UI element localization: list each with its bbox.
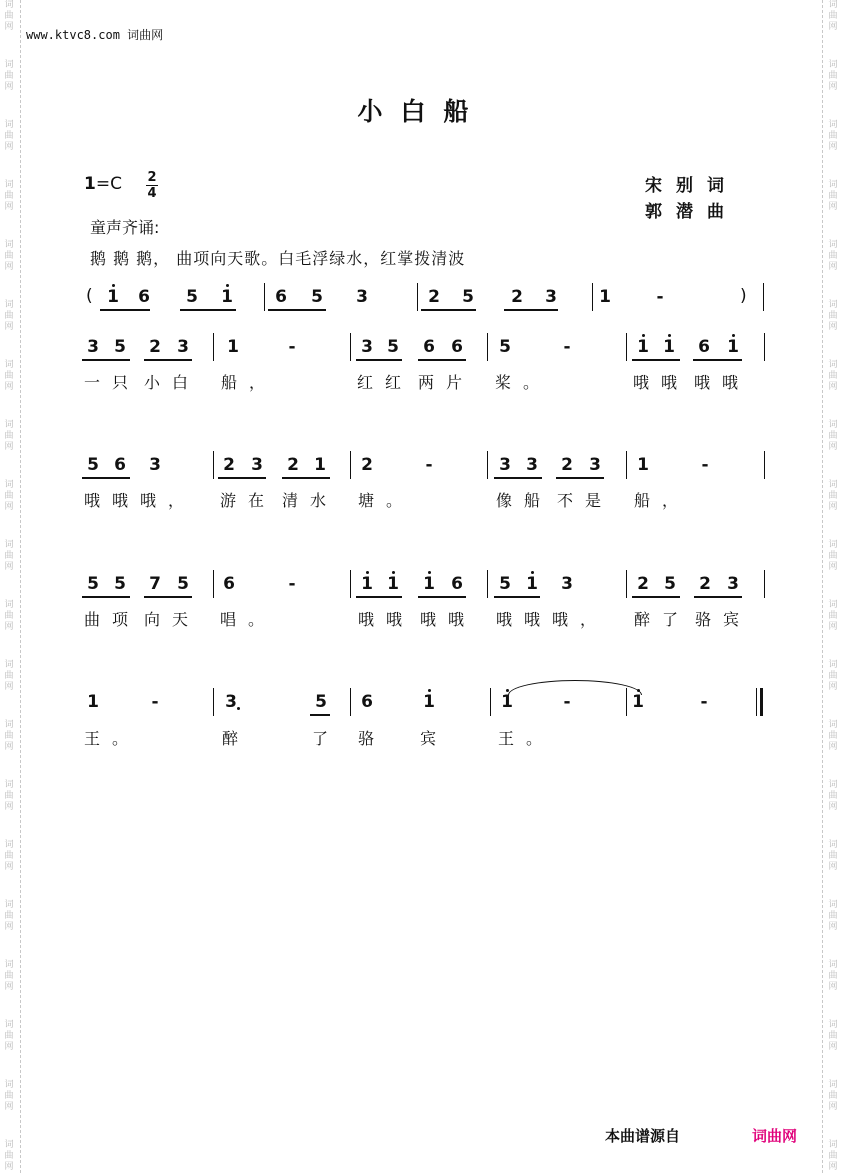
lyric: 两片: [418, 373, 475, 392]
watermark-glyphs: 词 曲 网: [828, 480, 838, 512]
paren: ): [740, 286, 747, 306]
note: 6: [451, 337, 463, 357]
note: 3: [727, 574, 739, 594]
watermark-glyphs: 词 曲 网: [828, 300, 838, 332]
bar-line: [487, 333, 488, 361]
beam-underline: [693, 359, 742, 361]
watermark-glyphs: 词 曲 网: [828, 960, 838, 992]
beam-underline: [180, 309, 236, 311]
watermark-glyphs: 词 曲 网: [4, 900, 14, 932]
watermark-glyphs: 词 曲 网: [4, 480, 14, 512]
lyric: 唱。: [220, 610, 277, 629]
note: 5: [87, 574, 99, 594]
final-bar-thin: [756, 688, 757, 716]
site-url: www.ktvc8.com 词曲网: [26, 28, 164, 42]
bar-line: [487, 570, 488, 598]
lyric: 骆宾: [695, 610, 752, 629]
note: -: [425, 455, 433, 475]
beam-underline: [418, 596, 466, 598]
beam-underline: [144, 359, 192, 361]
beam-underline: [494, 477, 542, 479]
bar-line: [592, 283, 593, 311]
note: 6: [223, 574, 235, 594]
bar-line: [213, 333, 214, 361]
note: 1: [314, 455, 326, 475]
beam-underline: [100, 309, 150, 311]
lyric: 小白: [144, 373, 201, 392]
lyric: 王。: [498, 729, 555, 748]
note: 1: [663, 337, 675, 357]
octave-dot: [366, 571, 369, 574]
bar-line: [626, 333, 627, 361]
note: 1: [637, 337, 649, 357]
octave-dot: [428, 689, 431, 692]
key-signature: [84, 174, 122, 194]
octave-dot: [226, 284, 229, 287]
watermark-glyphs: 词 曲 网: [828, 600, 838, 632]
note: 3: [177, 337, 189, 357]
note: 5: [387, 337, 399, 357]
tie-arc: [508, 680, 642, 695]
watermark-glyphs: 词 曲 网: [4, 540, 14, 572]
note: 6: [138, 287, 150, 307]
watermark-glyphs: 词 曲 网: [828, 60, 838, 92]
bar-line: [213, 570, 214, 598]
note: 5: [114, 337, 126, 357]
composer-credit: 郭潜曲: [645, 202, 738, 222]
note: 5: [114, 574, 126, 594]
beam-underline: [356, 359, 402, 361]
lyric: 不是: [557, 491, 614, 510]
note: 1: [227, 337, 239, 357]
beam-underline: [218, 477, 266, 479]
note: -: [288, 574, 296, 594]
note: 5: [462, 287, 474, 307]
key-one: 1: [84, 174, 96, 194]
lyric: 骆: [358, 729, 387, 748]
watermark-glyphs: 词 曲 网: [4, 360, 14, 392]
beam-underline: [144, 596, 192, 598]
watermark-glyphs: 词 曲 网: [4, 180, 14, 212]
watermark-glyphs: 词 曲 网: [4, 420, 14, 452]
note: 5: [186, 287, 198, 307]
note: 2: [361, 455, 373, 475]
note: 1: [632, 692, 644, 712]
lyric: 哦哦: [694, 373, 751, 392]
note: 6: [275, 287, 287, 307]
note: -: [563, 692, 571, 712]
note: 2: [699, 574, 711, 594]
bar-line: [213, 451, 214, 479]
watermark-glyphs: 词 曲 网: [4, 780, 14, 812]
lyric: 哦哦: [420, 610, 477, 629]
right-guide-line: [822, 0, 823, 1173]
song-title: 小白船: [357, 97, 487, 126]
footer-brand: 词曲网: [752, 1127, 798, 1145]
watermark-glyphs: 词 曲 网: [828, 720, 838, 752]
note: 2: [428, 287, 440, 307]
note: 1: [87, 692, 99, 712]
bar-line: [487, 451, 488, 479]
beam-underline: [421, 309, 476, 311]
note: 6: [423, 337, 435, 357]
note: 3: [499, 455, 511, 475]
beam-underline: [82, 596, 130, 598]
note: 5: [315, 692, 327, 712]
note: -: [700, 692, 708, 712]
beam-underline: [694, 596, 742, 598]
note: 3: [356, 287, 368, 307]
lyric: 游在: [220, 491, 277, 510]
watermark-glyphs: 词 曲 网: [4, 1140, 14, 1172]
watermark-glyphs: 词 曲 网: [828, 180, 838, 212]
footer-source-label: 本曲谱源自: [605, 1127, 681, 1145]
lyric: 王。: [84, 729, 141, 748]
watermark-glyphs: 词 曲 网: [828, 540, 838, 572]
lyric: 红红: [357, 373, 414, 392]
watermark-glyphs: 词 曲 网: [828, 900, 838, 932]
lyric: 曲项: [84, 610, 141, 629]
watermark-glyphs: 词 曲 网: [828, 0, 838, 32]
note: 1: [107, 287, 119, 307]
lyric: 醉了: [634, 610, 691, 629]
watermark-glyphs: 词 曲 网: [4, 0, 14, 32]
bar-line: [764, 451, 765, 479]
intro-recitation: 鹅 鹅 鹅， 曲项向天歌。白毛浮绿水，红掌拨清波: [90, 249, 466, 268]
lyric: 向天: [144, 610, 201, 629]
key-rest: =C: [95, 174, 122, 194]
note: 1: [361, 574, 373, 594]
note: 6: [698, 337, 710, 357]
watermark-glyphs: 词 曲 网: [828, 120, 838, 152]
lyric: 清水: [282, 491, 339, 510]
bar-line: [264, 283, 265, 311]
note: 3: [526, 455, 538, 475]
note: 1: [501, 692, 513, 712]
lyric: 醉: [222, 729, 251, 748]
lyric: 宾: [420, 729, 449, 748]
note: -: [288, 337, 296, 357]
watermark-glyphs: 词 曲 网: [4, 840, 14, 872]
lyric: 哦哦哦，: [496, 610, 609, 629]
note: 5: [311, 287, 323, 307]
beam-underline: [310, 714, 330, 716]
watermark-column-left: [2, 0, 16, 1173]
beam-underline: [556, 477, 604, 479]
note: 3: [225, 692, 237, 712]
note: 2: [223, 455, 235, 475]
watermark-glyphs: 词 曲 网: [4, 1020, 14, 1052]
bar-line: [626, 570, 627, 598]
lyric: 塘。: [358, 491, 415, 510]
lyric: 船，: [634, 491, 691, 510]
beam-underline: [494, 596, 540, 598]
note: 3: [545, 287, 557, 307]
octave-dot: [392, 571, 395, 574]
note: 6: [114, 455, 126, 475]
note: 3: [87, 337, 99, 357]
watermark-glyphs: 词 曲 网: [828, 780, 838, 812]
beam-underline: [356, 596, 402, 598]
bar-line: [764, 570, 765, 598]
time-signature: [146, 170, 158, 201]
note: 3: [251, 455, 263, 475]
watermark-glyphs: 词 曲 网: [828, 240, 838, 272]
left-guide-line: [20, 0, 21, 1173]
watermark-glyphs: 词 曲 网: [828, 660, 838, 692]
note: 5: [87, 455, 99, 475]
bar-line: [626, 451, 627, 479]
performance-note: 童声齐诵:: [90, 218, 160, 237]
note: 1: [221, 287, 233, 307]
bar-line: [213, 688, 214, 716]
note: 2: [287, 455, 299, 475]
time-bottom: 4: [147, 186, 157, 201]
beam-underline: [632, 359, 680, 361]
lyric: 哦哦: [358, 610, 415, 629]
lyric: 桨。: [495, 373, 552, 392]
watermark-glyphs: 词 曲 网: [828, 1080, 838, 1112]
beam-underline: [632, 596, 680, 598]
watermark-glyphs: 词 曲 网: [4, 720, 14, 752]
note: 2: [149, 337, 161, 357]
lyric: 船，: [221, 373, 278, 392]
note: 6: [451, 574, 463, 594]
octave-dot: [428, 571, 431, 574]
note: 2: [561, 455, 573, 475]
watermark-glyphs: 词 曲 网: [4, 120, 14, 152]
watermark-glyphs: 词 曲 网: [828, 360, 838, 392]
watermark-glyphs: 词 曲 网: [828, 1020, 838, 1052]
note: 1: [423, 574, 435, 594]
beam-underline: [504, 309, 558, 311]
augmentation-dot: [237, 707, 240, 710]
bar-line: [417, 283, 418, 311]
lyric: 哦哦哦，: [84, 491, 197, 510]
lyric: 哦哦: [633, 373, 690, 392]
beam-underline: [268, 309, 326, 311]
note: 5: [177, 574, 189, 594]
octave-dot: [732, 334, 735, 337]
watermark-glyphs: 词 曲 网: [4, 60, 14, 92]
bar-line: [350, 570, 351, 598]
note: 5: [664, 574, 676, 594]
beam-underline: [282, 477, 330, 479]
note: 6: [361, 692, 373, 712]
watermark-glyphs: 词 曲 网: [4, 1080, 14, 1112]
note: 1: [423, 692, 435, 712]
watermark-glyphs: 词 曲 网: [828, 1140, 838, 1172]
note: -: [701, 455, 709, 475]
note: -: [656, 287, 664, 307]
watermark-glyphs: 词 曲 网: [828, 840, 838, 872]
beam-underline: [418, 359, 466, 361]
bar-line: [350, 688, 351, 716]
watermark-glyphs: 词 曲 网: [4, 600, 14, 632]
octave-dot: [668, 334, 671, 337]
note: 2: [511, 287, 523, 307]
bar-line: [490, 688, 491, 716]
watermark-glyphs: 词 曲 网: [4, 300, 14, 332]
note: 7: [149, 574, 161, 594]
note: -: [151, 692, 159, 712]
note: 1: [727, 337, 739, 357]
watermark-glyphs: 词 曲 网: [4, 240, 14, 272]
note: 3: [561, 574, 573, 594]
bar-line: [350, 333, 351, 361]
lyricist-credit: 宋别词: [645, 176, 738, 196]
note: 5: [499, 337, 511, 357]
bar-line: [763, 283, 764, 311]
paren: (: [86, 286, 93, 306]
time-top: 2: [147, 170, 157, 185]
note: 3: [361, 337, 373, 357]
note: 5: [499, 574, 511, 594]
note: 2: [637, 574, 649, 594]
bar-line: [350, 451, 351, 479]
note: 3: [149, 455, 161, 475]
note: 1: [599, 287, 611, 307]
note: 1: [387, 574, 399, 594]
watermark-column-right: [826, 0, 840, 1173]
lyric: 了: [312, 729, 341, 748]
note: -: [563, 337, 571, 357]
note: 3: [589, 455, 601, 475]
octave-dot: [112, 284, 115, 287]
note: 1: [526, 574, 538, 594]
beam-underline: [82, 359, 130, 361]
watermark-glyphs: 词 曲 网: [4, 660, 14, 692]
bar-line: [764, 333, 765, 361]
watermark-glyphs: 词 曲 网: [828, 420, 838, 452]
watermark-glyphs: 词 曲 网: [4, 960, 14, 992]
note: 1: [637, 455, 649, 475]
lyric: 像船: [496, 491, 553, 510]
final-bar-thick: [760, 688, 763, 716]
lyric: 一只: [84, 373, 141, 392]
beam-underline: [82, 477, 130, 479]
octave-dot: [531, 571, 534, 574]
octave-dot: [642, 334, 645, 337]
